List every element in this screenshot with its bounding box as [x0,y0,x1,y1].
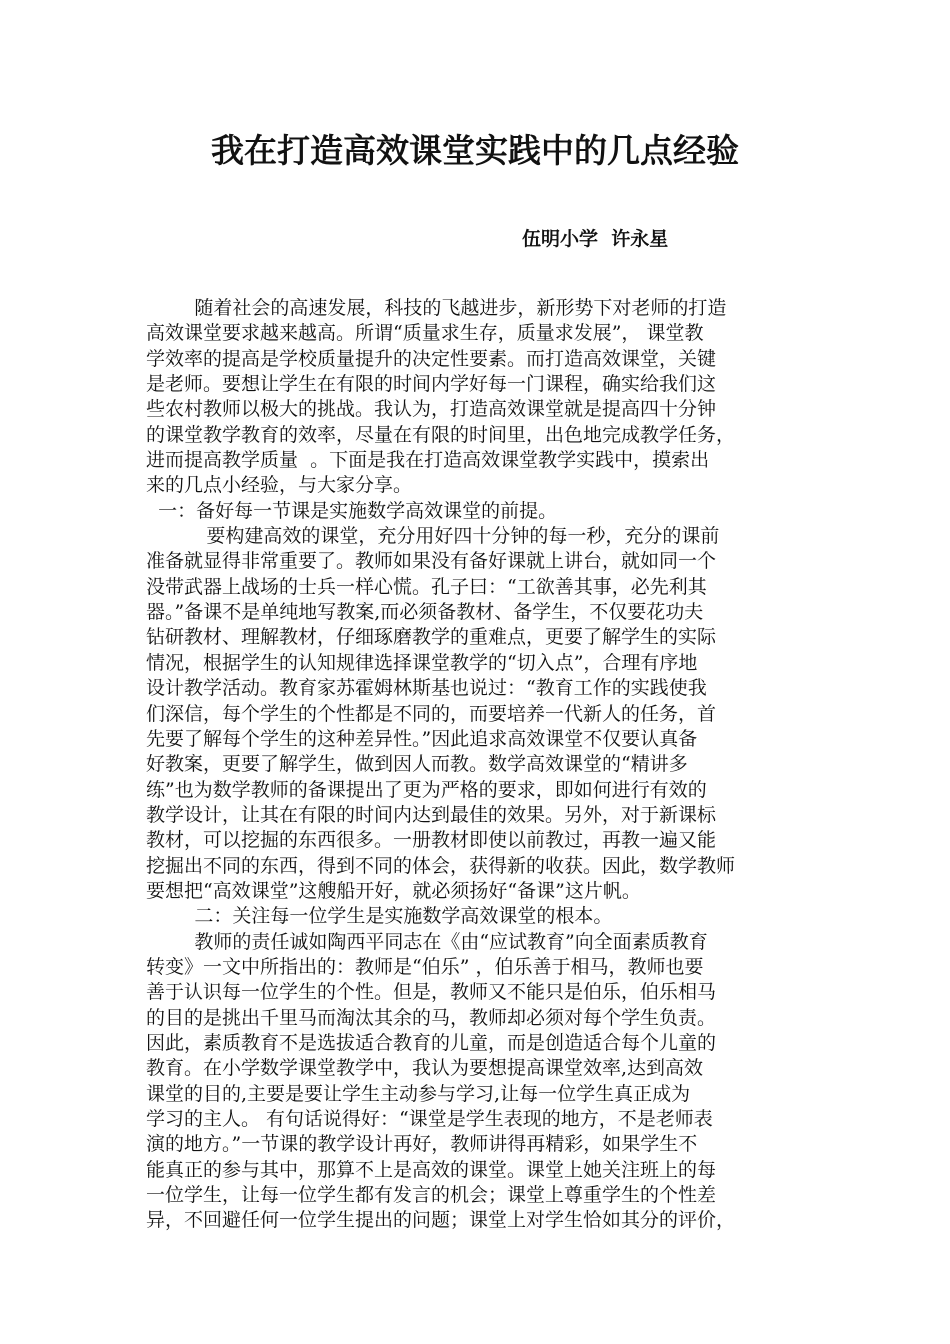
document-title: 我在打造高效课堂实践中的几点经验 [211,131,739,170]
paragraph-line: 学习的主人。 有句话说得好：“课堂是学生表现的地方，不是老师表 [146,1108,713,1130]
paragraph-line: 来的几点小经验，与大家分享。 [146,474,413,497]
paragraph-line: 一：备好每一节课是实施数学高效课堂的前提。 [146,499,558,522]
paragraph-line: 教师的责任诚如陶西平同志在《由“应试教育”向全面素质教育 [146,930,708,953]
paragraph-line: 因此，素质教育不是选拔适合教育的儿童，而是创造适合每个儿童的 [146,1031,717,1054]
paragraph-line: 钻研教材、理解教材，仔细琢磨教学的重难点，更要了解学生的实际 [146,626,717,649]
paragraph-line: 演的地方。”一节课的教学设计再好，教师讲得再精彩，如果学生不 [146,1133,698,1156]
paragraph-line: 是老师。要想让学生在有限的时间内学好每一门课程，确实给我们这 [146,373,717,396]
author-line: 伍明小学 许永星 [522,228,669,250]
paragraph-line: 的课堂教学教育的效率，尽量在有限的时间里，出色地完成教学任务， [146,423,736,446]
paragraph-line: 的目的是挑出千里马而淘汰其余的马，教师却必须对每个学生负责。 [146,1006,717,1029]
paragraph-line: 善于认识每一位学生的个性。但是，教师又不能只是伯乐，伯乐相马 [146,981,717,1004]
paragraph-line: 教育。在小学数学课堂教学中，我认为要想提高课堂效率,达到高效 [146,1057,704,1080]
paragraph-line: 挖掘出不同的东西，得到不同的体会，获得新的收获。因此，数学教师 [146,854,736,877]
paragraph-line: 二：关注每一位学生是实施数学高效课堂的根本。 [146,905,613,928]
paragraph-line: 好教案，更要了解学生，做到因人而教。数学高效课堂的“精讲多 [146,753,688,776]
paragraph-line: 器。”备课不是单纯地写教案,而必须备教材、备学生，不仅要花功夫 [146,601,704,624]
paragraph-line: 转变》一文中所指出的：教师是“伯乐” ，伯乐善于相马，教师也要 [146,955,704,978]
paragraph-line: 要构建高效的课堂，充分用好四十分钟的每一秒，充分的课前 [146,525,720,548]
paragraph-line: 准备就显得非常重要了。教师如果没有备好课就上讲台，就如同一个 [146,550,717,573]
paragraph-line: 要想把“高效课堂”这艘船开好，就必须扬好“备课”这片帆。 [146,879,641,902]
paragraph-line: 课堂的目的,主要是要让学生主动参与学习,让每一位学生真正成为 [146,1082,691,1105]
paragraph-line: 教学设计，让其在有限的时间内达到最佳的效果。另外，对于新课标 [146,803,717,826]
paragraph-line: 教材，可以挖掘的东西很多。一册教材即使以前教过，再教一遍又能 [146,829,717,852]
paragraph-line: 们深信，每个学生的个性都是不同的，而要培养一代新人的任务，首 [146,702,717,725]
paragraph-line: 进而提高教学质量 。下面是我在打造高效课堂教学实践中，摸索出 [146,449,710,472]
paragraph-line: 没带武器上战场的士兵一样心慌。孔子曰：“工欲善其事，必先利其 [146,575,707,598]
paragraph-line: 高效课堂要求越来越高。所谓“质量求生存，质量求发展”， 课堂教 [146,322,704,345]
paragraph-line: 先要了解每个学生的这种差异性。”因此追求高效课堂不仅要认真备 [146,727,698,750]
paragraph-line: 一位学生，让每一位学生都有发言的机会；课堂上尊重学生的个性差 [146,1184,717,1207]
paragraph-line: 练”也为数学教师的备课提出了更为严格的要求，即如何进行有效的 [146,778,707,801]
body-text [146,296,826,1234]
paragraph-line: 能真正的参与其中，那算不上是高效的课堂。课堂上她关注班上的每 [146,1158,717,1181]
paragraph-line: 情况，根据学生的认知规律选择课堂教学的“切入点”，合理有序地 [146,651,698,674]
paragraph-line: 设计教学活动。教育家苏霍姆林斯基也说过：“教育工作的实践使我 [146,677,707,700]
paragraph-line: 随着社会的高速发展，科技的飞越进步，新形势下对老师的打造 [146,297,727,319]
paragraph-line: 学效率的提高是学校质量提升的决定性要素。而打造高效课堂，关键 [146,347,717,370]
paragraph-line: 些农村教师以极大的挑战。我认为，打造高效课堂就是提高四十分钟 [146,398,717,421]
paragraph-line: 异，不回避任何一位学生提出的问题；课堂上对学生恰如其分的评价， [146,1209,736,1232]
